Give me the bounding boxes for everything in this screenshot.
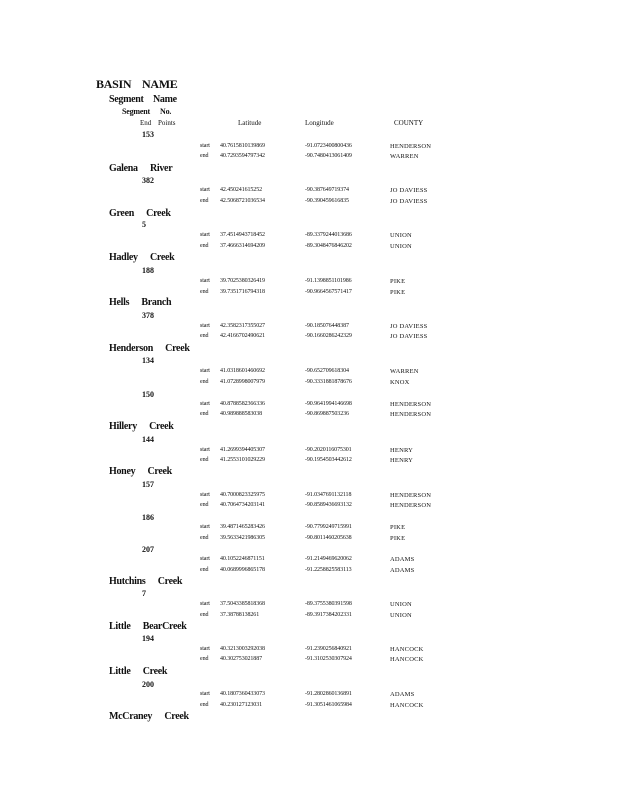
county-value: ADAMS xyxy=(390,556,415,563)
endpoint-type: start xyxy=(200,323,210,329)
stream-name: Hillery Creek xyxy=(109,421,174,432)
longitude-value: -91.0347691132118 xyxy=(305,492,352,498)
segment-number: 150 xyxy=(142,390,154,399)
county-value: HANCOCK xyxy=(390,702,424,709)
county-value: ADAMS xyxy=(390,691,415,698)
longitude-value: -91.2149469620062 xyxy=(305,556,352,562)
county-value: HENDERSON xyxy=(390,401,432,408)
endpoint-type: start xyxy=(200,556,210,562)
longitude-value: -90.1660286242329 xyxy=(305,333,352,339)
county-value: HENRY xyxy=(390,447,414,454)
endpoint-type: start xyxy=(200,278,210,284)
latitude-value: 40.0689996865178 xyxy=(220,567,265,573)
segment-number: 378 xyxy=(142,311,154,320)
stream-name: Henderson Creek xyxy=(109,343,190,354)
county-value: HANCOCK xyxy=(390,646,424,653)
stream-name: Green Creek xyxy=(109,208,171,219)
endpoint-type: start xyxy=(200,447,210,453)
county-value: HENDERSON xyxy=(390,143,432,150)
latitude-value: 37.38788138261 xyxy=(220,612,260,618)
latitude-value: 42.450241615252 xyxy=(220,187,263,193)
latitude-value: 41.0728998007979 xyxy=(220,379,265,385)
longitude-value: -91.1398851101986 xyxy=(305,278,352,284)
latitude-value: 40.1052246871151 xyxy=(220,556,265,562)
endpoint-type: end xyxy=(200,502,209,508)
endpoint-type: start xyxy=(200,187,210,193)
latitude-value: 42.3582317355027 xyxy=(220,323,265,329)
county-value: JO DAVIESS xyxy=(390,198,428,205)
endpoint-type: end xyxy=(200,535,209,541)
endpoint-type: end xyxy=(200,198,209,204)
stream-name: Little BearCreek xyxy=(109,621,187,632)
longitude-value: -90.2020116075301 xyxy=(305,447,352,453)
latitude-value: 40.7000823325975 xyxy=(220,492,265,498)
points-header: Points xyxy=(158,119,176,127)
endpoint-type: end xyxy=(200,411,209,417)
segment-number: 7 xyxy=(142,589,146,598)
endpoint-type: start xyxy=(200,691,210,697)
basin-header: BASIN xyxy=(96,77,132,91)
latitude-value: 40.8788582366336 xyxy=(220,401,265,407)
latitude-value: 40.302753021887 xyxy=(220,656,263,662)
endpoint-type: start xyxy=(200,401,210,407)
endpoint-type: end xyxy=(200,379,209,385)
endpoint-type: end xyxy=(200,457,209,463)
longitude-value: -91.3051461065984 xyxy=(305,702,352,708)
latitude-value: 40.7615810139869 xyxy=(220,143,265,149)
longitude-value: -91.2390256840921 xyxy=(305,646,352,652)
county-value: UNION xyxy=(390,232,412,239)
latitude-header: Latitude xyxy=(238,119,262,127)
endpoint-type: end xyxy=(200,153,209,159)
county-value: UNION xyxy=(390,612,412,619)
latitude-value: 42.5068721036534 xyxy=(220,198,265,204)
longitude-value: -90.869887503236 xyxy=(305,411,349,417)
longitude-value: -89.3379244013686 xyxy=(305,232,352,238)
county-value: WARREN xyxy=(390,368,419,375)
longitude-value: -90.9641994146698 xyxy=(305,401,352,407)
longitude-value: -90.7799249715991 xyxy=(305,524,352,530)
latitude-value: 39.5633421986305 xyxy=(220,535,265,541)
no-header: No. xyxy=(160,107,172,116)
latitude-value: 40.7293594797342 xyxy=(220,153,265,159)
county-value: HENRY xyxy=(390,457,414,464)
latitude-value: 42.4166702490621 xyxy=(220,333,265,339)
segment-number: 144 xyxy=(142,435,154,444)
segment-subheader: Segment xyxy=(122,107,150,116)
endpoint-type: start xyxy=(200,143,210,149)
longitude-value: -91.2802860136891 xyxy=(305,691,352,697)
latitude-value: 37.5043385818368 xyxy=(220,601,265,607)
latitude-value: 41.2553101029229 xyxy=(220,457,265,463)
endpoint-type: start xyxy=(200,646,210,652)
county-value: UNION xyxy=(390,601,412,608)
latitude-value: 40.1807360433073 xyxy=(220,691,265,697)
county-value: KNOX xyxy=(390,379,410,386)
segment-number: 188 xyxy=(142,266,154,275)
county-value: HENDERSON xyxy=(390,502,432,509)
endpoint-type: end xyxy=(200,289,209,295)
latitude-value: 39.7351716794318 xyxy=(220,289,265,295)
segment-number: 200 xyxy=(142,680,154,689)
county-value: JO DAVIESS xyxy=(390,323,428,330)
stream-name: Hells Branch xyxy=(109,297,172,308)
endpoint-type: start xyxy=(200,492,210,498)
stream-name: McCraney Creek xyxy=(109,711,189,722)
segment-number: 134 xyxy=(142,356,154,365)
latitude-value: 41.2699394405307 xyxy=(220,447,265,453)
stream-name: Galena River xyxy=(109,163,173,174)
endpoint-type: end xyxy=(200,656,209,662)
county-value: HENDERSON xyxy=(390,492,432,499)
stream-name: Honey Creek xyxy=(109,466,172,477)
county-value: PIKE xyxy=(390,524,406,531)
endpoint-type: start xyxy=(200,524,210,530)
longitude-value: -91.3102530307924 xyxy=(305,656,352,662)
latitude-value: 37.4514943718452 xyxy=(220,232,265,238)
latitude-value: 40.3213003292038 xyxy=(220,646,265,652)
segment-number: 382 xyxy=(142,176,154,185)
stream-name: Hadley Creek xyxy=(109,252,175,263)
latitude-value: 40.230127123031 xyxy=(220,702,263,708)
segment-number: 157 xyxy=(142,480,154,489)
county-value: PIKE xyxy=(390,289,406,296)
endpoint-type: end xyxy=(200,243,209,249)
latitude-value: 40.989888583038 xyxy=(220,411,263,417)
segment-number: 194 xyxy=(142,634,154,643)
latitude-value: 40.7064734203141 xyxy=(220,502,265,508)
longitude-value: -90.390459616835 xyxy=(305,198,349,204)
endpoint-type: end xyxy=(200,702,209,708)
county-header: COUNTY xyxy=(394,119,424,127)
end-header: End xyxy=(140,119,152,127)
segment-number: 186 xyxy=(142,513,154,522)
name-header: NAME xyxy=(142,77,178,91)
county-value: JO DAVIESS xyxy=(390,333,428,340)
latitude-value: 39.4871465283426 xyxy=(220,524,265,530)
endpoint-type: start xyxy=(200,601,210,607)
name-subheader: Name xyxy=(153,94,177,105)
longitude-header: Longitude xyxy=(305,119,334,127)
longitude-value: -91.2258825583113 xyxy=(305,567,352,573)
endpoint-type: end xyxy=(200,612,209,618)
county-value: PIKE xyxy=(390,278,406,285)
segment-number: 153 xyxy=(142,130,154,139)
endpoint-type: start xyxy=(200,368,210,374)
segment-number: 5 xyxy=(142,220,146,229)
longitude-value: -90.652709618304 xyxy=(305,368,349,374)
latitude-value: 39.7025380326419 xyxy=(220,278,265,284)
longitude-value: -90.9664567571417 xyxy=(305,289,352,295)
latitude-value: 41.0318601460692 xyxy=(220,368,265,374)
longitude-value: -90.8011460205638 xyxy=(305,535,352,541)
longitude-value: -90.387649719374 xyxy=(305,187,349,193)
longitude-value: -90.7480413061409 xyxy=(305,153,352,159)
stream-name: Hutchins Creek xyxy=(109,576,183,587)
county-value: WARREN xyxy=(390,153,419,160)
segment-header: Segment xyxy=(109,94,144,105)
longitude-value: -89.3048476846202 xyxy=(305,243,352,249)
longitude-value: -90.1954503442612 xyxy=(305,457,352,463)
county-value: JO DAVIESS xyxy=(390,187,428,194)
endpoint-type: end xyxy=(200,333,209,339)
stream-name: Little Creek xyxy=(109,666,168,677)
longitude-value: -90.8589436693132 xyxy=(305,502,352,508)
endpoint-type: end xyxy=(200,567,209,573)
county-value: PIKE xyxy=(390,535,406,542)
longitude-value: -89.3755380391598 xyxy=(305,601,352,607)
longitude-value: -90.185076448387 xyxy=(305,323,349,329)
latitude-value: 37.4666314694209 xyxy=(220,243,265,249)
segment-number: 207 xyxy=(142,545,154,554)
longitude-value: -89.3917384202331 xyxy=(305,612,352,618)
county-value: ADAMS xyxy=(390,567,415,574)
longitude-value: -90.3331881878676 xyxy=(305,379,352,385)
longitude-value: -91.0723400800436 xyxy=(305,143,352,149)
county-value: UNION xyxy=(390,243,412,250)
county-value: HENDERSON xyxy=(390,411,432,418)
endpoint-type: start xyxy=(200,232,210,238)
county-value: HANCOCK xyxy=(390,656,424,663)
